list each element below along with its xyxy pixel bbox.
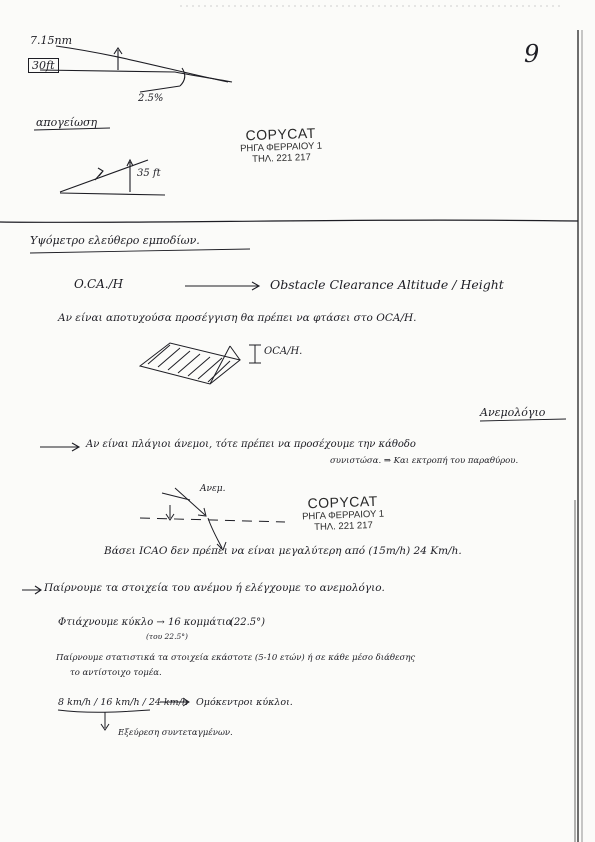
oca-abbreviation: O.CA./H xyxy=(74,277,124,291)
wind-label: Ανεμ. xyxy=(200,484,226,494)
step-draw-circle: Φτιάχνουμε κύκλο → 16 κομμάτια xyxy=(58,617,233,628)
stamp-phone: ΤΗΛ. 221 217 xyxy=(314,519,373,534)
page-number: 9 xyxy=(524,40,540,68)
icao-limit-text: Βάσει ICAO δεν πρέπει να είναι μεγαλύτερη από (15m/h) 24 Km/h. xyxy=(104,545,462,557)
step-circle-sector: (του 22.5°) xyxy=(146,632,188,641)
stamp-phone: ΤΗΛ. 221 217 xyxy=(252,151,311,166)
crosswind-text-line1: Αν είναι πλάγιοι άνεμοι, τότε πρέπει να προσέχουμε την κάθοδο xyxy=(86,439,416,450)
missed-approach-text: Αν είναι αποτυχούσα προσέγγιση θα πρέπει να φτάσει στο OCA/H. xyxy=(58,312,417,324)
distance-label: 7.15nm xyxy=(30,34,73,47)
slope-label: 2.5% xyxy=(138,93,164,104)
step-circle-angle: (22.5°) xyxy=(230,617,266,628)
step-statistics-line2: το αντίστοιχο τομέα. xyxy=(70,668,162,678)
oca-height-label: OCA/H. xyxy=(264,346,303,357)
height-box-label: 30ft xyxy=(28,58,59,73)
oca-expansion: Obstacle Clearance Altitude / Height xyxy=(270,277,504,292)
stamp-address: ΡΗΓΑ ΦΕΡΡΑΙΟΥ 1 xyxy=(239,140,323,155)
stamp-address: ΡΗΓΑ ΦΕΡΡΑΙΟΥ 1 xyxy=(301,508,385,523)
section-heading-anemologio: Ανεμολόγιο xyxy=(480,406,546,419)
step-wind-data: Παίρνουμε τα στοιχεία του ανέμου ή ελέγχουμε το ανεμολόγιο. xyxy=(44,582,385,594)
stamp-name: COPYCAT xyxy=(245,124,316,144)
climb-height-label: 35 ft xyxy=(137,168,161,179)
step-speed-rings: 8 km/h / 16 km/h / 24 km/h xyxy=(58,697,189,708)
step-concentric-circles: Ομόκεντροι κύκλοι. xyxy=(196,697,293,708)
crosswind-text-line2: συνιστώσα. ⇒ Και εκτροπή του παραθύρου. xyxy=(330,456,519,466)
stamp-name: COPYCAT xyxy=(307,492,378,512)
step-statistics-line1: Παίρνουμε στατιστικά τα στοιχεία εκάστοτε (5-10 ετών) ή σε κάθε μέσο διάθεσης xyxy=(56,653,416,663)
step-find-coordinates: Εξεύρεση συντεταγμένων. xyxy=(118,728,233,738)
section-heading-obstacle-clearance: Υψόμετρο ελεύθερο εμποδίων. xyxy=(30,234,200,247)
section-heading-takeoff: απογείωση xyxy=(36,116,98,129)
